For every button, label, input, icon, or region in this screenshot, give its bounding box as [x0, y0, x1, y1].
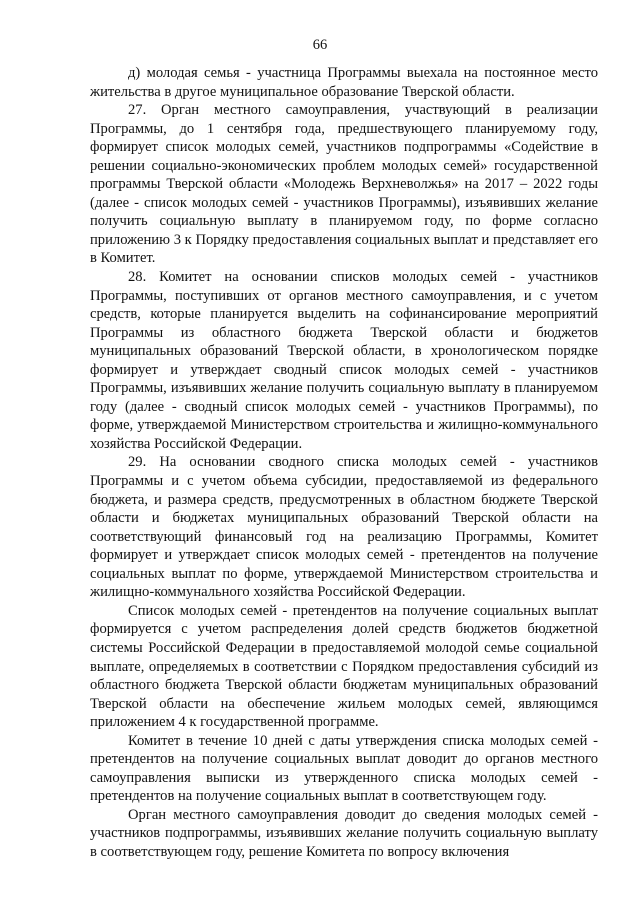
page-number: 66	[312, 37, 328, 53]
document-body	[90, 64, 598, 862]
paragraph-27: 27. Орган местного самоуправления, участвующий в реализации Программы, до 1 сентября года, предшествующего планируемому году, формирует список молодых семей, участников подпрограммы «Содействие в решении социально-экономических проблем молодых семей» государственной программы Тверской области «Молодежь Верхневолжья» на 2017 – 2022 годы (далее - список молодых семей - участников Программы), изъявивших желание получить социальную выплату в планируемом году, по форме согласно приложению 3 к Порядку предоставления социальных выплат и представляет его в Комитет.	[90, 102, 598, 267]
paragraph-29: 29. На основании сводного списка молодых семей - участников Программы и с учетом объема субсидии, предоставляемой из федерального бюджета, и размера средств, предусмотренных в областном бюджете Тверской области и бюджетах муниципальных образований Тверской области на соответствующий финансовый год на реализацию Программы, Комитет формирует и утверждает список молодых семей - претендентов на получение социальных выплат по форме, утверждаемой Министерством строительства и жилищно-коммунального хозяйства Российской Федерации.	[90, 454, 598, 601]
paragraph-local-authority: Орган местного самоуправления доводит до сведения молодых семей - участников подпрограммы, изъявивших желание получить социальную выплату в соответствующем году, решение Комитета по вопросу включения	[90, 806, 598, 860]
paragraph-candidates-list: Список молодых семей - претендентов на получение социальных выплат формируется с учетом распределения долей средств бюджетов бюджетной системы Российской Федерации в предоставляемой молодой семье социальной выплате, определяемых в соответствии с Порядком предоставления субсидий из областного бюджета Тверской области бюджетам муниципальных образований Тверской области на обеспечение жильем молодых семей, являющимся приложением 4 к государственной программе.	[90, 602, 598, 731]
paragraph-committee-deadline: Комитет в течение 10 дней с даты утверждения списка молодых семей - претендентов на получение социальных выплат доводит до органов местного самоуправления выписки из утвержденного списка молодых семей - претендентов на получение социальных выплат в соответствующем году.	[90, 732, 598, 805]
paragraph-item-d: д) молодая семья - участница Программы выехала на постоянное место жительства в другое муниципальное образование Тверской области.	[90, 65, 598, 100]
paragraph-28: 28. Комитет на основании списков молодых семей - участников Программы, поступивших от органов местного самоуправления, и с учетом средств, которые планируется выделить на софинансирование мероприятий Программы из областного бюджета Тверской области и бюджетов муниципальных образований Тверской области, в хронологическом порядке формирует и утверждает сводный список молодых семей - участников Программы, изъявивших желание получить социальную выплату в планируемом году (далее - сводный список молодых семей - участников Программы), по форме, утверждаемой Министерством строительства и жилищно-коммунального хозяйства Российской Федерации.	[90, 269, 598, 452]
